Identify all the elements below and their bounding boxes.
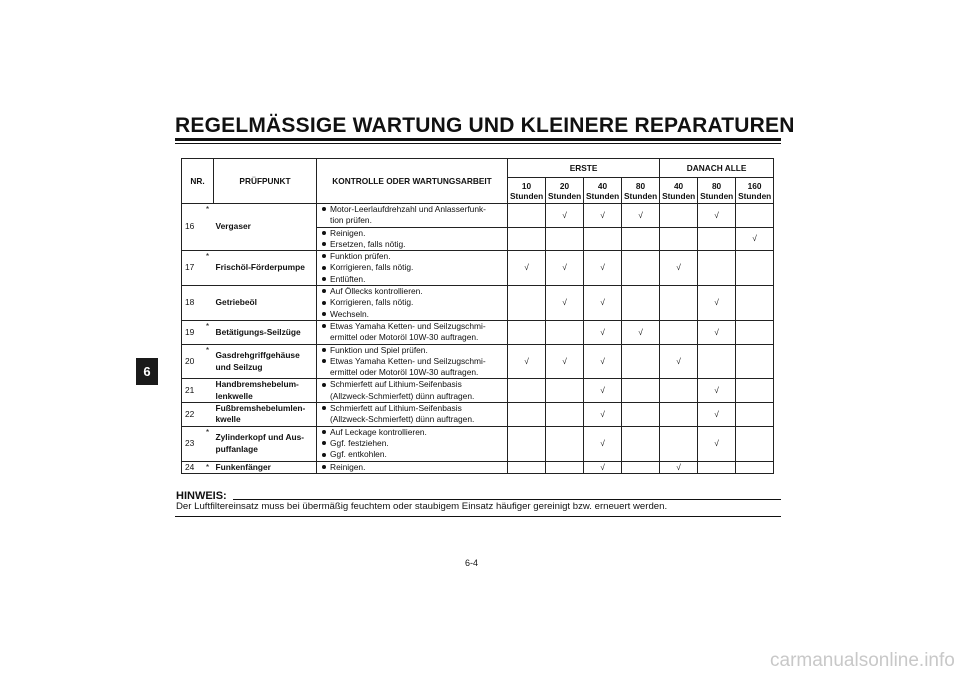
row-item: Funkenfänger xyxy=(214,461,317,473)
check-cell xyxy=(622,379,660,403)
action-line xyxy=(319,228,505,239)
action-text: Entlüften. xyxy=(330,273,366,284)
action-line xyxy=(319,262,505,273)
check-mark: √ xyxy=(600,355,605,366)
action-line xyxy=(319,356,505,367)
bullet-icon xyxy=(322,453,326,457)
check-cell xyxy=(698,204,736,228)
row-item: Getriebeöl xyxy=(214,286,317,321)
bullet-icon xyxy=(322,383,326,387)
row-star: * xyxy=(202,320,214,344)
row-item: Vergaser xyxy=(214,204,317,251)
action-line xyxy=(319,414,505,425)
check-mark: √ xyxy=(714,297,719,308)
check-cell xyxy=(508,286,546,321)
action-text: Ggf. festziehen. xyxy=(330,437,389,448)
page-title: REGELMÄSSIGE WARTUNG UND KLEINERE REPARATUREN xyxy=(175,114,795,137)
action-line xyxy=(319,297,505,308)
watermark: carmanualsonline.info xyxy=(770,650,955,671)
bullet-icon xyxy=(322,266,326,270)
action-line xyxy=(319,427,505,438)
row-star: * xyxy=(202,344,214,379)
check-mark: √ xyxy=(524,355,529,366)
check-mark: √ xyxy=(676,262,681,273)
check-cell xyxy=(546,286,584,321)
title-rule-thin xyxy=(175,143,781,144)
bullet-icon xyxy=(322,301,326,305)
check-cell xyxy=(584,403,622,427)
check-cell xyxy=(508,204,546,228)
header-erste: ERSTE xyxy=(508,159,660,178)
bullet-icon xyxy=(322,441,326,445)
interval-header xyxy=(546,178,584,204)
check-cell xyxy=(584,320,622,344)
check-mark: √ xyxy=(676,355,681,366)
interval-value: 80 xyxy=(711,180,722,191)
check-mark: √ xyxy=(600,385,605,396)
interval-unit: Stunden xyxy=(624,190,658,201)
check-cell xyxy=(546,227,584,251)
check-mark: √ xyxy=(714,385,719,396)
table-row xyxy=(182,251,774,286)
interval-value: 40 xyxy=(597,180,608,191)
check-mark: √ xyxy=(600,461,605,472)
interval-header xyxy=(584,178,622,204)
check-mark: √ xyxy=(600,297,605,308)
bullet-icon xyxy=(322,254,326,258)
bullet-icon xyxy=(322,406,326,410)
hinweis-text: Der Luftfiltereinsatz muss bei übermäßig feuchtem oder staubigem Einsatz häufiger gereinigt bzw. erneuert werden. xyxy=(176,501,668,512)
row-star: * xyxy=(202,204,214,251)
check-cell xyxy=(736,251,774,286)
bullet-icon xyxy=(322,312,326,316)
check-mark: √ xyxy=(600,326,605,337)
check-mark: √ xyxy=(676,461,681,472)
row-actions xyxy=(317,320,508,344)
check-cell xyxy=(736,286,774,321)
check-cell xyxy=(660,461,698,473)
row-actions xyxy=(317,403,508,427)
check-cell xyxy=(660,403,698,427)
row-actions xyxy=(317,461,508,473)
maintenance-table xyxy=(181,158,774,474)
action-text: Ggf. entkohlen. xyxy=(330,449,387,460)
row-actions xyxy=(317,251,508,286)
row-number: 17 xyxy=(182,251,202,286)
check-cell xyxy=(622,227,660,251)
check-cell xyxy=(736,227,774,251)
check-cell xyxy=(584,204,622,228)
action-line xyxy=(319,438,505,449)
action-text: Reinigen. xyxy=(330,227,366,238)
action-line xyxy=(319,309,505,320)
check-mark: √ xyxy=(600,408,605,419)
row-number: 23 xyxy=(182,426,202,461)
table-row xyxy=(182,403,774,427)
row-item: Zylinderkopf und Aus-puffanlage xyxy=(214,426,317,461)
action-line xyxy=(319,274,505,285)
check-cell xyxy=(546,403,584,427)
check-mark: √ xyxy=(562,209,567,220)
table-row xyxy=(182,204,774,228)
table-row xyxy=(182,461,774,473)
check-mark: √ xyxy=(714,326,719,337)
interval-value: 10 xyxy=(521,180,532,191)
row-actions xyxy=(317,344,508,379)
check-cell xyxy=(736,320,774,344)
action-line xyxy=(319,215,505,226)
bullet-icon xyxy=(322,207,326,211)
row-number: 16 xyxy=(182,204,202,251)
action-line xyxy=(319,462,505,473)
row-actions xyxy=(317,286,508,321)
interval-unit: Stunden xyxy=(700,190,734,201)
check-cell xyxy=(736,426,774,461)
action-line xyxy=(319,251,505,262)
interval-unit: Stunden xyxy=(586,190,620,201)
row-actions xyxy=(317,204,508,228)
check-cell xyxy=(698,227,736,251)
action-text: Auf Öllecks kontrollieren. xyxy=(330,286,423,297)
row-actions xyxy=(317,379,508,403)
check-cell xyxy=(546,344,584,379)
header-kontrolle: KONTROLLE ODER WARTUNGSARBEIT xyxy=(317,159,508,204)
interval-header xyxy=(508,178,546,204)
row-star: * xyxy=(202,426,214,461)
check-cell xyxy=(584,227,622,251)
action-text: Funktion und Spiel prüfen. xyxy=(330,344,428,355)
interval-header xyxy=(622,178,660,204)
action-text: Auf Leckage kontrollieren. xyxy=(330,426,427,437)
check-cell xyxy=(698,251,736,286)
hinweis-bottom-rule xyxy=(175,516,781,517)
interval-unit: Stunden xyxy=(510,190,544,201)
action-text: ermittel oder Motoröl 10W-30 auftragen. xyxy=(330,332,479,343)
check-cell xyxy=(508,461,546,473)
header-nr: NR. xyxy=(182,159,214,204)
check-mark: √ xyxy=(600,262,605,273)
check-cell xyxy=(698,461,736,473)
check-cell xyxy=(584,251,622,286)
action-text: (Allzweck-Schmierfett) dünn auftragen. xyxy=(330,390,475,401)
check-cell xyxy=(660,251,698,286)
check-cell xyxy=(698,320,736,344)
table-row xyxy=(182,426,774,461)
action-text: Wechseln. xyxy=(330,308,369,319)
action-line xyxy=(319,204,505,215)
header-danach: DANACH ALLE xyxy=(660,159,774,178)
bullet-icon xyxy=(322,348,326,352)
check-cell xyxy=(698,379,736,403)
hinweis-title: HINWEIS: xyxy=(176,490,227,502)
check-cell xyxy=(584,344,622,379)
bullet-icon xyxy=(322,430,326,434)
check-cell xyxy=(584,461,622,473)
interval-value: 160 xyxy=(747,180,762,191)
action-line xyxy=(319,321,505,332)
action-line xyxy=(319,332,505,343)
interval-value: 20 xyxy=(559,180,570,191)
bullet-icon xyxy=(322,242,326,246)
check-cell xyxy=(622,251,660,286)
check-mark: √ xyxy=(524,262,529,273)
check-cell xyxy=(698,286,736,321)
check-cell xyxy=(622,344,660,379)
interval-header xyxy=(660,178,698,204)
row-star: * xyxy=(202,461,214,473)
bullet-icon xyxy=(322,277,326,281)
check-cell xyxy=(660,227,698,251)
check-cell xyxy=(698,344,736,379)
page-number: 6-4 xyxy=(465,558,479,568)
check-cell xyxy=(698,403,736,427)
interval-unit: Stunden xyxy=(548,190,582,201)
check-cell xyxy=(508,403,546,427)
check-cell xyxy=(546,461,584,473)
row-number: 18 xyxy=(182,286,202,321)
title-rule-thick xyxy=(175,138,781,141)
check-cell xyxy=(508,379,546,403)
header-pruefpunkt: PRÜFPUNKT xyxy=(214,159,317,204)
check-cell xyxy=(546,426,584,461)
table-row xyxy=(182,379,774,403)
table-row xyxy=(182,320,774,344)
action-text: Korrigieren, falls nötig. xyxy=(330,262,414,273)
action-line xyxy=(319,345,505,356)
check-mark: √ xyxy=(562,355,567,366)
check-cell xyxy=(622,461,660,473)
interval-unit: Stunden xyxy=(738,190,772,201)
check-cell xyxy=(508,251,546,286)
check-cell xyxy=(584,286,622,321)
check-cell xyxy=(622,426,660,461)
row-item: Betätigungs-Seilzüge xyxy=(214,320,317,344)
check-mark: √ xyxy=(714,408,719,419)
action-line xyxy=(319,449,505,460)
check-cell xyxy=(736,403,774,427)
bullet-icon xyxy=(322,231,326,235)
row-star xyxy=(202,379,214,403)
action-line xyxy=(319,286,505,297)
check-mark: √ xyxy=(752,233,757,244)
check-cell xyxy=(736,379,774,403)
check-cell xyxy=(622,403,660,427)
interval-unit: Stunden xyxy=(662,190,696,201)
check-cell xyxy=(660,344,698,379)
row-item: Gasdrehgriffgehäuse und Seilzug xyxy=(214,344,317,379)
action-text: Reinigen. xyxy=(330,461,366,472)
row-item: Frischöl-Förderpumpe xyxy=(214,251,317,286)
row-number: 19 xyxy=(182,320,202,344)
bullet-icon xyxy=(322,359,326,363)
action-text: tion prüfen. xyxy=(330,215,372,226)
action-line xyxy=(319,379,505,390)
check-mark: √ xyxy=(638,209,643,220)
check-cell xyxy=(660,320,698,344)
bullet-icon xyxy=(322,289,326,293)
check-cell xyxy=(698,426,736,461)
check-cell xyxy=(622,204,660,228)
action-line xyxy=(319,391,505,402)
check-cell xyxy=(546,379,584,403)
check-cell xyxy=(584,426,622,461)
action-line xyxy=(319,239,505,250)
row-star xyxy=(202,286,214,321)
action-text: Schmierfett auf Lithium-Seifenbasis xyxy=(330,379,462,390)
action-text: ermittel oder Motoröl 10W-30 auftragen. xyxy=(330,367,479,378)
row-star: * xyxy=(202,251,214,286)
row-item: Fußbremshebelumlen-kwelle xyxy=(214,403,317,427)
interval-header xyxy=(698,178,736,204)
action-text: Ersetzen, falls nötig. xyxy=(330,238,406,249)
row-actions xyxy=(317,426,508,461)
action-text: Etwas Yamaha Ketten- und Seilzugschmi- xyxy=(330,320,486,331)
action-line xyxy=(319,367,505,378)
check-cell xyxy=(546,251,584,286)
check-cell xyxy=(508,344,546,379)
check-cell xyxy=(622,286,660,321)
table-row xyxy=(182,344,774,379)
table-row xyxy=(182,286,774,321)
row-number: 24 xyxy=(182,461,202,473)
check-cell xyxy=(508,320,546,344)
check-cell xyxy=(660,426,698,461)
check-cell xyxy=(660,379,698,403)
interval-value: 40 xyxy=(673,180,684,191)
chapter-tab: 6 xyxy=(136,358,158,385)
interval-header xyxy=(736,178,774,204)
action-text: (Allzweck-Schmierfett) dünn auftragen. xyxy=(330,414,475,425)
check-mark: √ xyxy=(714,209,719,220)
check-cell xyxy=(546,204,584,228)
check-cell xyxy=(584,379,622,403)
check-mark: √ xyxy=(714,437,719,448)
check-mark: √ xyxy=(600,437,605,448)
check-cell xyxy=(736,461,774,473)
action-text: Korrigieren, falls nötig. xyxy=(330,297,414,308)
check-mark: √ xyxy=(600,209,605,220)
check-mark: √ xyxy=(562,262,567,273)
check-mark: √ xyxy=(638,326,643,337)
row-number: 22 xyxy=(182,403,202,427)
check-cell xyxy=(622,320,660,344)
row-item: Handbremshebelum-lenkwelle xyxy=(214,379,317,403)
row-number: 21 xyxy=(182,379,202,403)
action-text: Funktion prüfen. xyxy=(330,251,391,262)
hinweis-rule xyxy=(233,499,781,500)
check-cell xyxy=(736,204,774,228)
row-actions xyxy=(317,227,508,251)
check-cell xyxy=(736,344,774,379)
check-cell xyxy=(660,286,698,321)
check-cell xyxy=(508,227,546,251)
check-cell xyxy=(508,426,546,461)
action-text: Schmierfett auf Lithium-Seifenbasis xyxy=(330,403,462,414)
row-star xyxy=(202,403,214,427)
action-text: Motor-Leerlaufdrehzahl und Anlasserfunk- xyxy=(330,204,486,214)
action-text: Etwas Yamaha Ketten- und Seilzugschmi- xyxy=(330,355,486,366)
check-cell xyxy=(546,320,584,344)
interval-value: 80 xyxy=(635,180,646,191)
bullet-icon xyxy=(322,465,326,469)
action-line xyxy=(319,403,505,414)
row-number: 20 xyxy=(182,344,202,379)
check-cell xyxy=(660,204,698,228)
check-mark: √ xyxy=(562,297,567,308)
bullet-icon xyxy=(322,324,326,328)
